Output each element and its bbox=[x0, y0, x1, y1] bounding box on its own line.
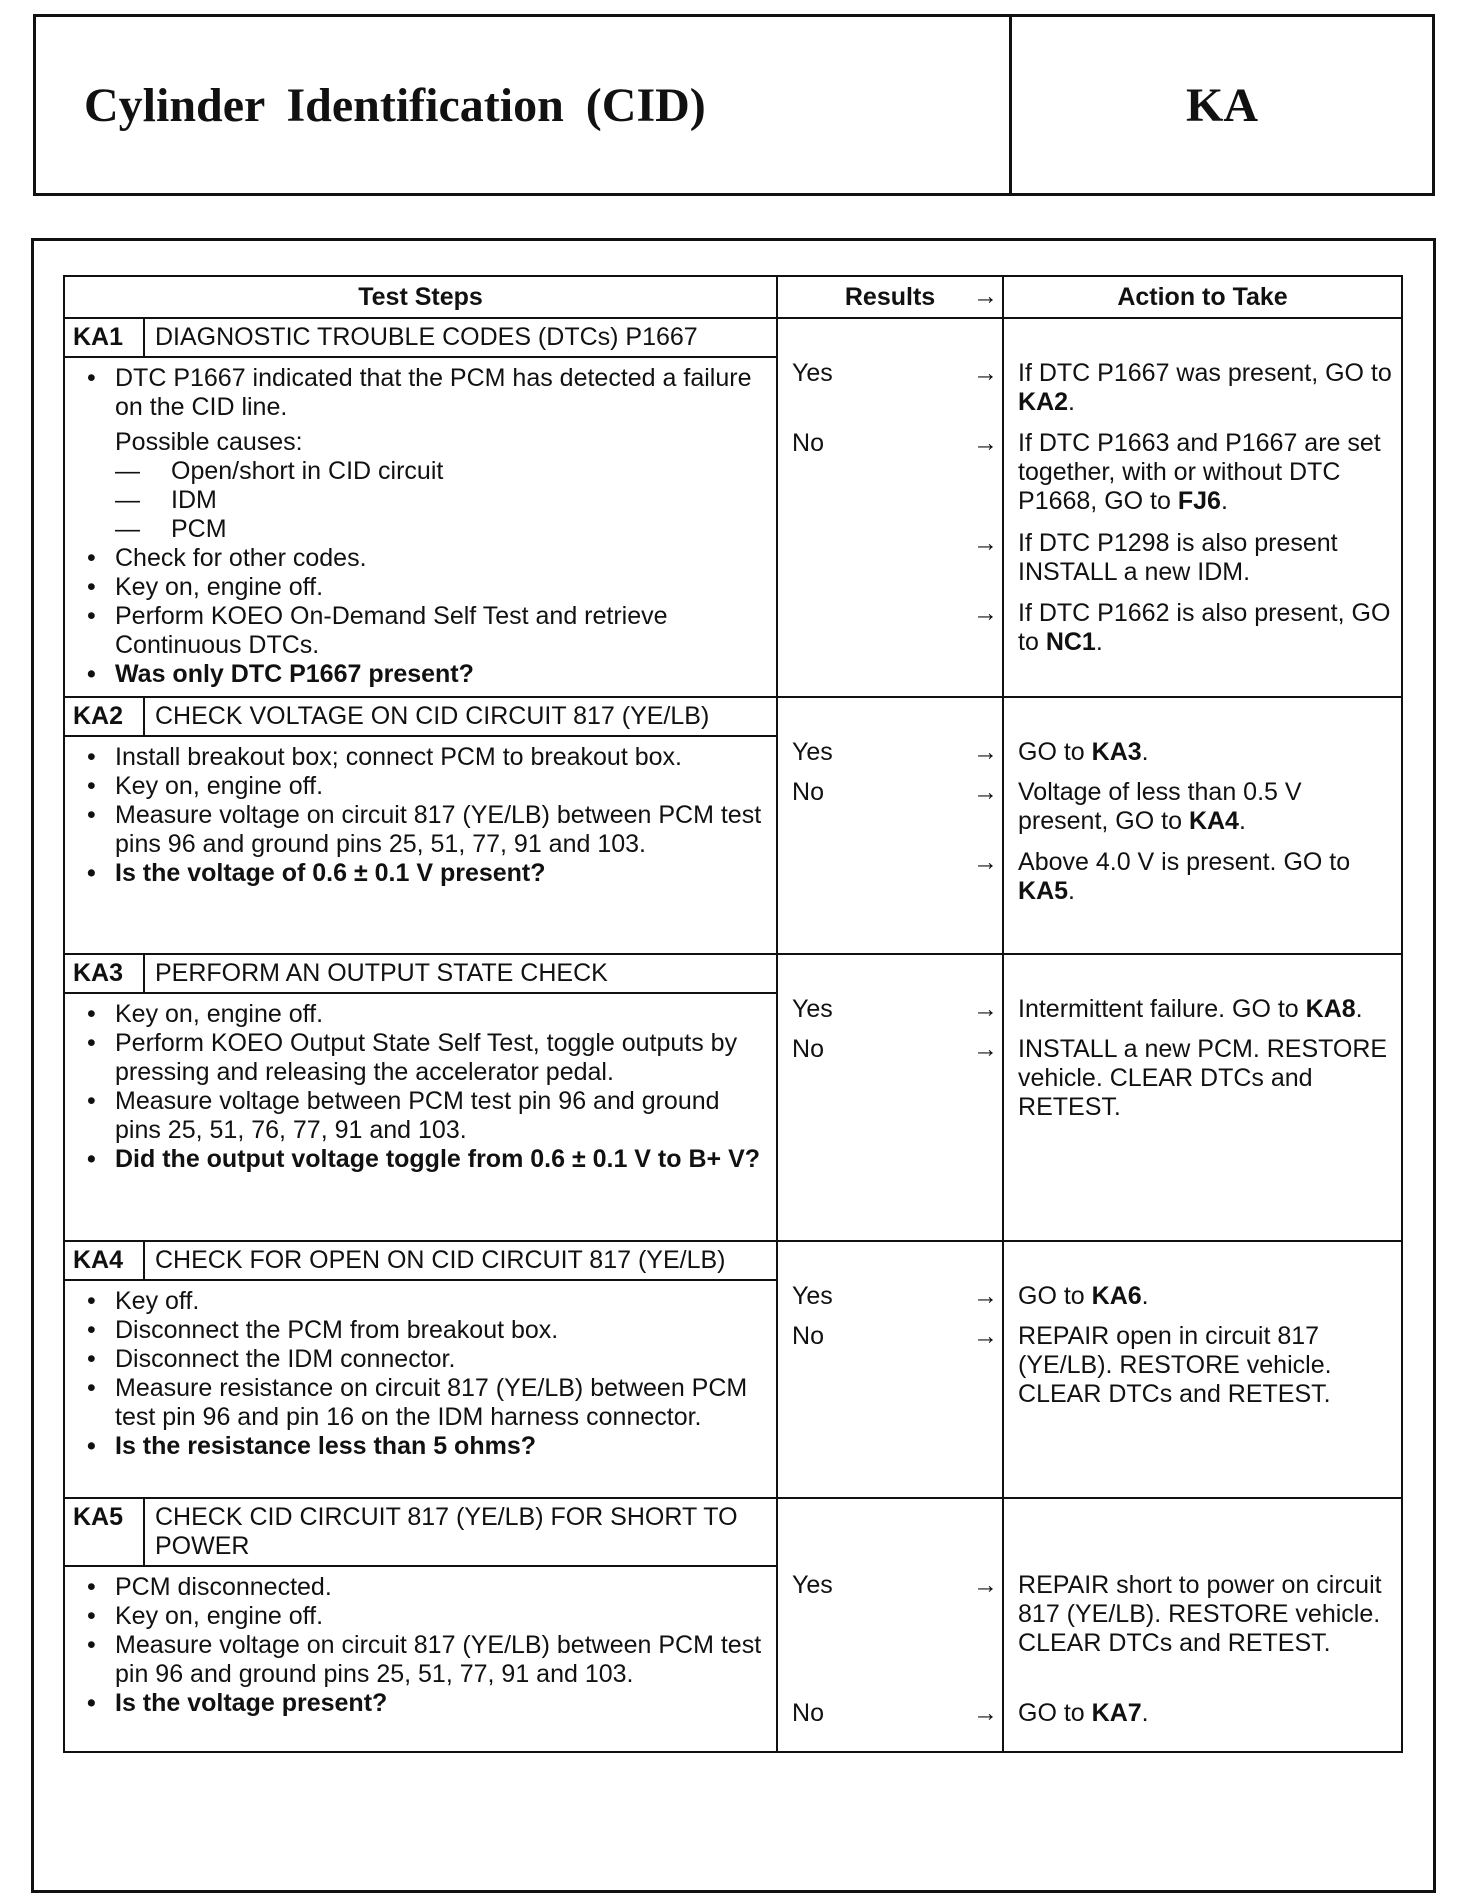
step-question: • Was only DTC P1667 present? bbox=[75, 660, 766, 689]
page-title: Cylinder Identification (CID) bbox=[36, 17, 1012, 193]
action-cell bbox=[1003, 318, 1402, 697]
action-item: INSTALL a new PCM. RESTORE vehicle. CLEAR DTCs and RETEST. bbox=[1018, 1035, 1388, 1121]
instruction-item: • Install breakout box; connect PCM to breakout box. bbox=[75, 743, 766, 772]
instruction-item: • PCM disconnected. bbox=[75, 1573, 766, 1602]
result-item bbox=[792, 1322, 1002, 1351]
action-item: If DTC P1667 was present, GO to KA2. bbox=[1018, 359, 1392, 416]
col-header-results-label: Results bbox=[844, 282, 936, 311]
step-title-row bbox=[64, 697, 1402, 736]
result-label: No bbox=[792, 429, 824, 457]
step-question: • Is the resistance less than 5 ohms? bbox=[75, 1432, 766, 1461]
instruction-item: • Key off. bbox=[75, 1287, 766, 1316]
instruction-item: • Perform KOEO Output State Self Test, toggle outputs by pressing and releasing the accelerator pedal. bbox=[75, 1029, 766, 1087]
action-cell bbox=[1003, 954, 1402, 1241]
step-question: • Is the voltage present? bbox=[75, 1689, 766, 1718]
action-cell bbox=[1003, 697, 1402, 954]
action-item: GO to KA7. bbox=[1018, 1699, 1149, 1727]
action-item: Intermittent failure. GO to KA8. bbox=[1018, 995, 1363, 1023]
arrow-right-icon: → bbox=[973, 1282, 999, 1310]
action-item: GO to KA6. bbox=[1018, 1282, 1149, 1310]
cause-item: — PCM bbox=[75, 515, 766, 544]
result-label: No bbox=[792, 1699, 824, 1727]
section-code: KA bbox=[1186, 78, 1258, 132]
result-item bbox=[792, 1035, 1002, 1064]
results-cell bbox=[777, 318, 1003, 697]
result-label: Yes bbox=[792, 995, 833, 1023]
instruction-item: • Disconnect the IDM connector. bbox=[75, 1345, 766, 1374]
result-item bbox=[792, 1571, 1002, 1600]
cause-item: — Open/short in CID circuit bbox=[75, 457, 766, 486]
instruction-item: • Measure voltage on circuit 817 (YE/LB) between PCM test pin 96 and ground pins 25, 51, 77, 91 and 103. bbox=[75, 1631, 766, 1689]
step-id: KA2 bbox=[64, 697, 144, 736]
results-cell bbox=[777, 697, 1003, 954]
action-item: GO to KA3. bbox=[1018, 738, 1149, 766]
col-header-results bbox=[777, 276, 1003, 318]
instruction-item: • Measure voltage between PCM test pin 96 and ground pins 25, 51, 76, 77, 91 and 103. bbox=[75, 1087, 766, 1145]
arrow-right-icon: → bbox=[973, 282, 999, 310]
action-item: If DTC P1662 is also present, GO to NC1. bbox=[1018, 599, 1391, 656]
results-cell bbox=[777, 1241, 1003, 1498]
arrow-right-icon: → bbox=[973, 359, 999, 387]
step-title-row bbox=[64, 1241, 1402, 1280]
step-reference: KA4 bbox=[1188, 807, 1239, 835]
step-id: KA5 bbox=[64, 1498, 144, 1566]
step-instructions bbox=[64, 736, 777, 954]
action-item: If DTC P1663 and P1667 are set together, with or without DTC P1668, GO to FJ6. bbox=[1018, 429, 1381, 515]
instruction-item: • Key on, engine off. bbox=[75, 1602, 766, 1631]
step-title: CHECK CID CIRCUIT 817 (YE/LB) FOR SHORT TO POWER bbox=[144, 1498, 777, 1566]
instruction-item: • Disconnect the PCM from breakout box. bbox=[75, 1316, 766, 1345]
step-reference: KA8 bbox=[1305, 995, 1356, 1023]
table-header-row bbox=[64, 276, 1402, 318]
instruction-item: • Key on, engine off. bbox=[75, 573, 766, 602]
result-item bbox=[792, 738, 1002, 767]
step-id: KA1 bbox=[64, 318, 144, 357]
step-instructions bbox=[64, 1566, 777, 1752]
col-header-action: Action to Take bbox=[1003, 276, 1402, 318]
action-item: REPAIR open in circuit 817 (YE/LB). RESTORE vehicle. CLEAR DTCs and RETEST. bbox=[1018, 1322, 1332, 1408]
step-reference: KA7 bbox=[1091, 1699, 1142, 1727]
step-instructions bbox=[64, 1280, 777, 1498]
step-reference: FJ6 bbox=[1177, 487, 1221, 515]
step-question: • Is the voltage of 0.6 ± 0.1 V present? bbox=[75, 859, 766, 888]
action-cell bbox=[1003, 1498, 1402, 1752]
step-reference: NC1 bbox=[1045, 628, 1096, 656]
step-id: KA3 bbox=[64, 954, 144, 993]
result-label: No bbox=[792, 778, 824, 806]
step-id: KA4 bbox=[64, 1241, 144, 1280]
page-header bbox=[33, 14, 1435, 196]
step-question: • Did the output voltage toggle from 0.6 ± 0.1 V to B+ V? bbox=[75, 1145, 766, 1174]
step-title: CHECK VOLTAGE ON CID CIRCUIT 817 (YE/LB) bbox=[144, 697, 777, 736]
result-item bbox=[792, 359, 1002, 388]
step-title-row bbox=[64, 1498, 1402, 1566]
action-cell bbox=[1003, 1241, 1402, 1498]
step-title: CHECK FOR OPEN ON CID CIRCUIT 817 (YE/LB) bbox=[144, 1241, 777, 1280]
col-header-test-steps: Test Steps bbox=[64, 276, 777, 318]
step-reference: KA5 bbox=[1018, 877, 1069, 905]
action-item: REPAIR short to power on circuit 817 (YE/LB). RESTORE vehicle. CLEAR DTCs and RETEST. bbox=[1018, 1571, 1382, 1657]
step-title: PERFORM AN OUTPUT STATE CHECK bbox=[144, 954, 777, 993]
arrow-right-icon: → bbox=[973, 429, 999, 457]
arrow-right-icon: → bbox=[973, 738, 999, 766]
test-steps-table bbox=[63, 275, 1403, 1753]
step-reference: KA3 bbox=[1091, 738, 1142, 766]
result-label: Yes bbox=[792, 1282, 833, 1310]
step-reference: KA2 bbox=[1018, 388, 1069, 416]
result-item bbox=[792, 429, 1002, 458]
instruction-item: • Key on, engine off. bbox=[75, 772, 766, 801]
instruction-item: • Measure voltage on circuit 817 (YE/LB) between PCM test pins 96 and ground pins 25, 51, 77, 91 and 103. bbox=[75, 801, 766, 859]
step-reference: KA6 bbox=[1091, 1282, 1142, 1310]
arrow-right-icon: → bbox=[973, 1035, 999, 1063]
arrow-right-icon: → bbox=[973, 529, 999, 557]
action-item: Voltage of less than 0.5 V present, GO to KA4. bbox=[1018, 778, 1302, 835]
instruction-item: • Key on, engine off. bbox=[75, 1000, 766, 1029]
arrow-right-icon: → bbox=[973, 778, 999, 806]
result-item bbox=[792, 778, 1002, 807]
result-label: Yes bbox=[792, 359, 833, 387]
action-item: Above 4.0 V is present. GO to KA5. bbox=[1018, 848, 1351, 905]
instruction-item: • Measure resistance on circuit 817 (YE/LB) between PCM test pin 96 and pin 16 on the IDM harness connector. bbox=[75, 1374, 766, 1432]
step-title-row bbox=[64, 954, 1402, 993]
step-instructions bbox=[64, 993, 777, 1241]
results-cell bbox=[777, 1498, 1003, 1752]
arrow-right-icon: → bbox=[973, 1699, 999, 1727]
instruction-item: • Check for other codes. bbox=[75, 544, 766, 573]
possible-causes-label: Possible causes: bbox=[115, 428, 303, 456]
arrow-right-icon: → bbox=[973, 1571, 999, 1599]
arrow-right-icon: → bbox=[973, 848, 999, 876]
result-label: No bbox=[792, 1322, 824, 1350]
result-label: No bbox=[792, 1035, 824, 1063]
result-item bbox=[792, 995, 1002, 1024]
step-title-row bbox=[64, 318, 1402, 357]
step-title: DIAGNOSTIC TROUBLE CODES (DTCs) P1667 bbox=[144, 318, 777, 357]
cause-item: — IDM bbox=[75, 486, 766, 515]
arrow-right-icon: → bbox=[973, 995, 999, 1023]
instruction-item: • DTC P1667 indicated that the PCM has detected a failure on the CID line. bbox=[75, 364, 766, 422]
arrow-right-icon: → bbox=[973, 1322, 999, 1350]
results-cell bbox=[777, 954, 1003, 1241]
instruction-item: • Perform KOEO On-Demand Self Test and retrieve Continuous DTCs. bbox=[75, 602, 766, 660]
result-label: Yes bbox=[792, 1571, 833, 1599]
arrow-right-icon: → bbox=[973, 599, 999, 627]
action-item: If DTC P1298 is also present INSTALL a new IDM. bbox=[1018, 529, 1338, 586]
result-label: Yes bbox=[792, 738, 833, 766]
step-instructions bbox=[64, 357, 777, 697]
result-item bbox=[792, 1282, 1002, 1311]
result-item bbox=[792, 1699, 1002, 1728]
